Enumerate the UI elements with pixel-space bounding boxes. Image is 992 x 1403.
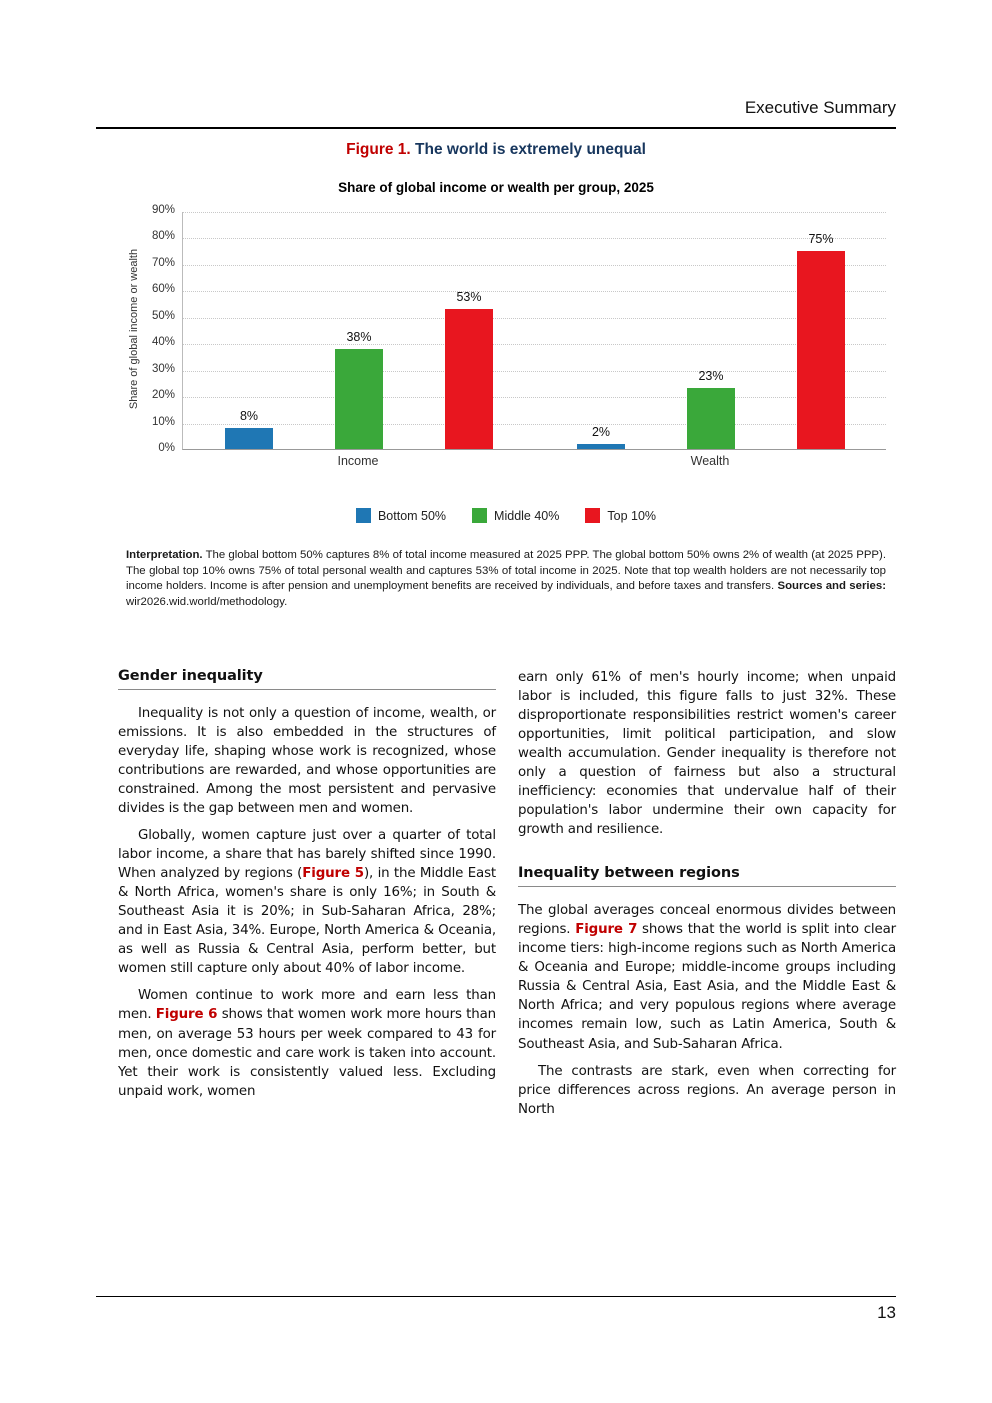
bar-value-label: 23% bbox=[698, 369, 724, 384]
chart-plot-area bbox=[151, 204, 886, 454]
chart-gridline bbox=[183, 265, 886, 266]
section-heading-inequality-between-regions: Inequality between regions bbox=[518, 865, 896, 887]
paragraph-text-b: shows that the world is split into clear income tiers: high-income regions such as North America & Oceania and Europe; middle-income groups including Russia & Central Asia, East Asia, and the Middle East & North Africa; and very populous regions where average incomes remain low, such as Latin America, South & Southeast Asia, and Sub-Saharan Africa. bbox=[518, 922, 896, 1052]
y-axis-tick-label: 30% bbox=[151, 362, 175, 375]
bar-value-label: 53% bbox=[456, 289, 482, 304]
y-axis-tick-label: 50% bbox=[151, 309, 175, 322]
chart-gridline bbox=[183, 212, 886, 213]
figure-reference[interactable]: Figure 6 bbox=[155, 1007, 218, 1023]
y-axis-tick-label: 10% bbox=[151, 415, 175, 428]
note-text-2: wir2026.wid.world/methodology. bbox=[126, 596, 288, 609]
figure-reference[interactable]: Figure 5 bbox=[302, 866, 364, 882]
page-header: Executive Summary bbox=[744, 98, 896, 117]
note-label-interpretation: Interpretation. bbox=[126, 549, 203, 561]
bar-value-label: 2% bbox=[591, 424, 611, 439]
legend-label: Bottom 50% bbox=[377, 508, 447, 523]
legend-swatch bbox=[472, 508, 487, 523]
chart-gridline bbox=[183, 344, 886, 345]
note-text-1: The global bottom 50% captures 8% of total income measured at 2025 PPP. The global bottom 50% owns 2% of wealth (at 2025 PPP). The global top 10% owns 75% of total personal wealth and captures 53% of total income in 2025. Note that top wealth holders are not necessarily top income holders. Income is after pension and unemployment benefits are received by individuals, and before taxes and transfers. bbox=[126, 549, 886, 593]
y-axis-tick-label: 70% bbox=[151, 256, 175, 269]
figure-title bbox=[96, 141, 896, 159]
legend-label: Middle 40% bbox=[494, 508, 560, 523]
y-axis-tick-label: 80% bbox=[151, 230, 175, 243]
chart-bar bbox=[687, 388, 735, 449]
header-divider bbox=[96, 127, 896, 129]
figure-title-text: The world is extremely unequal bbox=[415, 141, 646, 158]
x-axis-tick-label: Wealth bbox=[690, 454, 730, 468]
legend-item bbox=[472, 508, 559, 523]
legend-item bbox=[585, 508, 656, 523]
legend-swatch bbox=[356, 508, 371, 523]
paragraph-text: earn only 61% of men's hourly income; when unpaid labor is included, this figure falls to just 32%. These disproportionate responsibilities restrict women's career opportunities, limit political participation, and slow wealth accumulation. Gender inequality is therefore not only a question of fairness but also a structural inefficiency: economies that undervalue half of their population's labor undermine their own capacity for growth and resilience. bbox=[518, 670, 896, 838]
bar-value-label: 38% bbox=[346, 329, 372, 344]
bar-chart bbox=[126, 204, 886, 468]
y-axis-tick-label: 60% bbox=[151, 283, 175, 296]
legend-label: Top 10% bbox=[607, 508, 657, 523]
section-heading-gender-inequality: Gender inequality bbox=[118, 668, 496, 690]
chart-legend bbox=[126, 508, 886, 523]
chart-bar bbox=[335, 349, 383, 449]
chart-bar bbox=[797, 251, 845, 449]
chart-gridline bbox=[183, 397, 886, 398]
right-column bbox=[518, 668, 896, 1127]
note-label-sources: Sources and series: bbox=[777, 580, 887, 593]
paragraph-text-a: Women continue to work more and earn less than men. bbox=[118, 988, 496, 1023]
figure-subtitle: Share of global income or wealth per group, 2025 bbox=[338, 180, 654, 195]
y-axis-title bbox=[126, 212, 142, 450]
column-spacer bbox=[518, 847, 896, 865]
chart-gridline bbox=[183, 238, 886, 239]
paragraph bbox=[518, 901, 896, 1053]
bar-value-label: 75% bbox=[808, 231, 834, 246]
page-number: 13 bbox=[877, 1303, 896, 1322]
y-axis-tick-label: 20% bbox=[151, 389, 175, 402]
paragraph-continued bbox=[518, 668, 896, 839]
paragraph bbox=[118, 986, 496, 1100]
chart-gridline bbox=[183, 424, 886, 425]
x-axis-tick-label: Income bbox=[337, 454, 379, 468]
paragraph-text-a: The global averages conceal enormous divides between regions. bbox=[518, 903, 896, 938]
y-axis-title-text: Share of global income or wealth bbox=[128, 248, 140, 410]
chart-bar bbox=[577, 444, 625, 449]
legend-item bbox=[356, 508, 446, 523]
bar-value-label: 8% bbox=[239, 408, 259, 423]
figure-number: Figure 1. bbox=[346, 141, 411, 158]
figure-reference[interactable]: Figure 7 bbox=[575, 922, 638, 938]
paragraph bbox=[118, 826, 496, 978]
chart-bar bbox=[225, 428, 273, 449]
chart-gridline bbox=[183, 291, 886, 292]
paragraph-text: Inequality is not only a question of income, wealth, or emissions. It is also embedded in the structures of everyday life, shaping whose work is recognized, whose contributions are rewarded, and whose opportunities are constrained. Among the most persistent and pervasive divides is the gap between men and women. bbox=[118, 706, 496, 817]
chart-gridline bbox=[183, 318, 886, 319]
paragraph-text-a: Globally, women capture just over a quarter of total labor income, a share that has barely shifted since 1990. When analyzed by regions ( bbox=[118, 828, 496, 882]
paragraph-text-b: ), in the Middle East & North Africa, women's share is only 16%; in South & Southeast Asia it is 20%; in Sub-Saharan Africa, 28%; and in East Asia, 34%. Europe, North America & Oceania, as well as Russia & Central Asia, perform better, but women still capture only about 40% of labor income. bbox=[118, 866, 496, 977]
paragraph bbox=[118, 704, 496, 818]
left-column bbox=[118, 668, 496, 1109]
paragraph-text: The contrasts are stark, even when correcting for price differences across regions. An average person in North bbox=[518, 1063, 896, 1117]
y-axis-tick-label: 40% bbox=[151, 336, 175, 349]
paragraph bbox=[518, 1062, 896, 1119]
y-axis-tick-label: 0% bbox=[158, 442, 175, 454]
legend-swatch bbox=[585, 508, 600, 523]
chart-gridline bbox=[183, 371, 886, 372]
footer-divider bbox=[96, 1296, 896, 1297]
y-axis-tick-label: 90% bbox=[151, 204, 175, 216]
paragraph-text-b: shows that women work more hours than men, on average 53 hours per week compared to 43 for men, once domestic and care work is taken into account. Yet their work is consistently valued less. Excluding unpaid work, women bbox=[118, 1007, 496, 1099]
chart-bar bbox=[445, 309, 493, 449]
figure-note bbox=[126, 548, 886, 611]
